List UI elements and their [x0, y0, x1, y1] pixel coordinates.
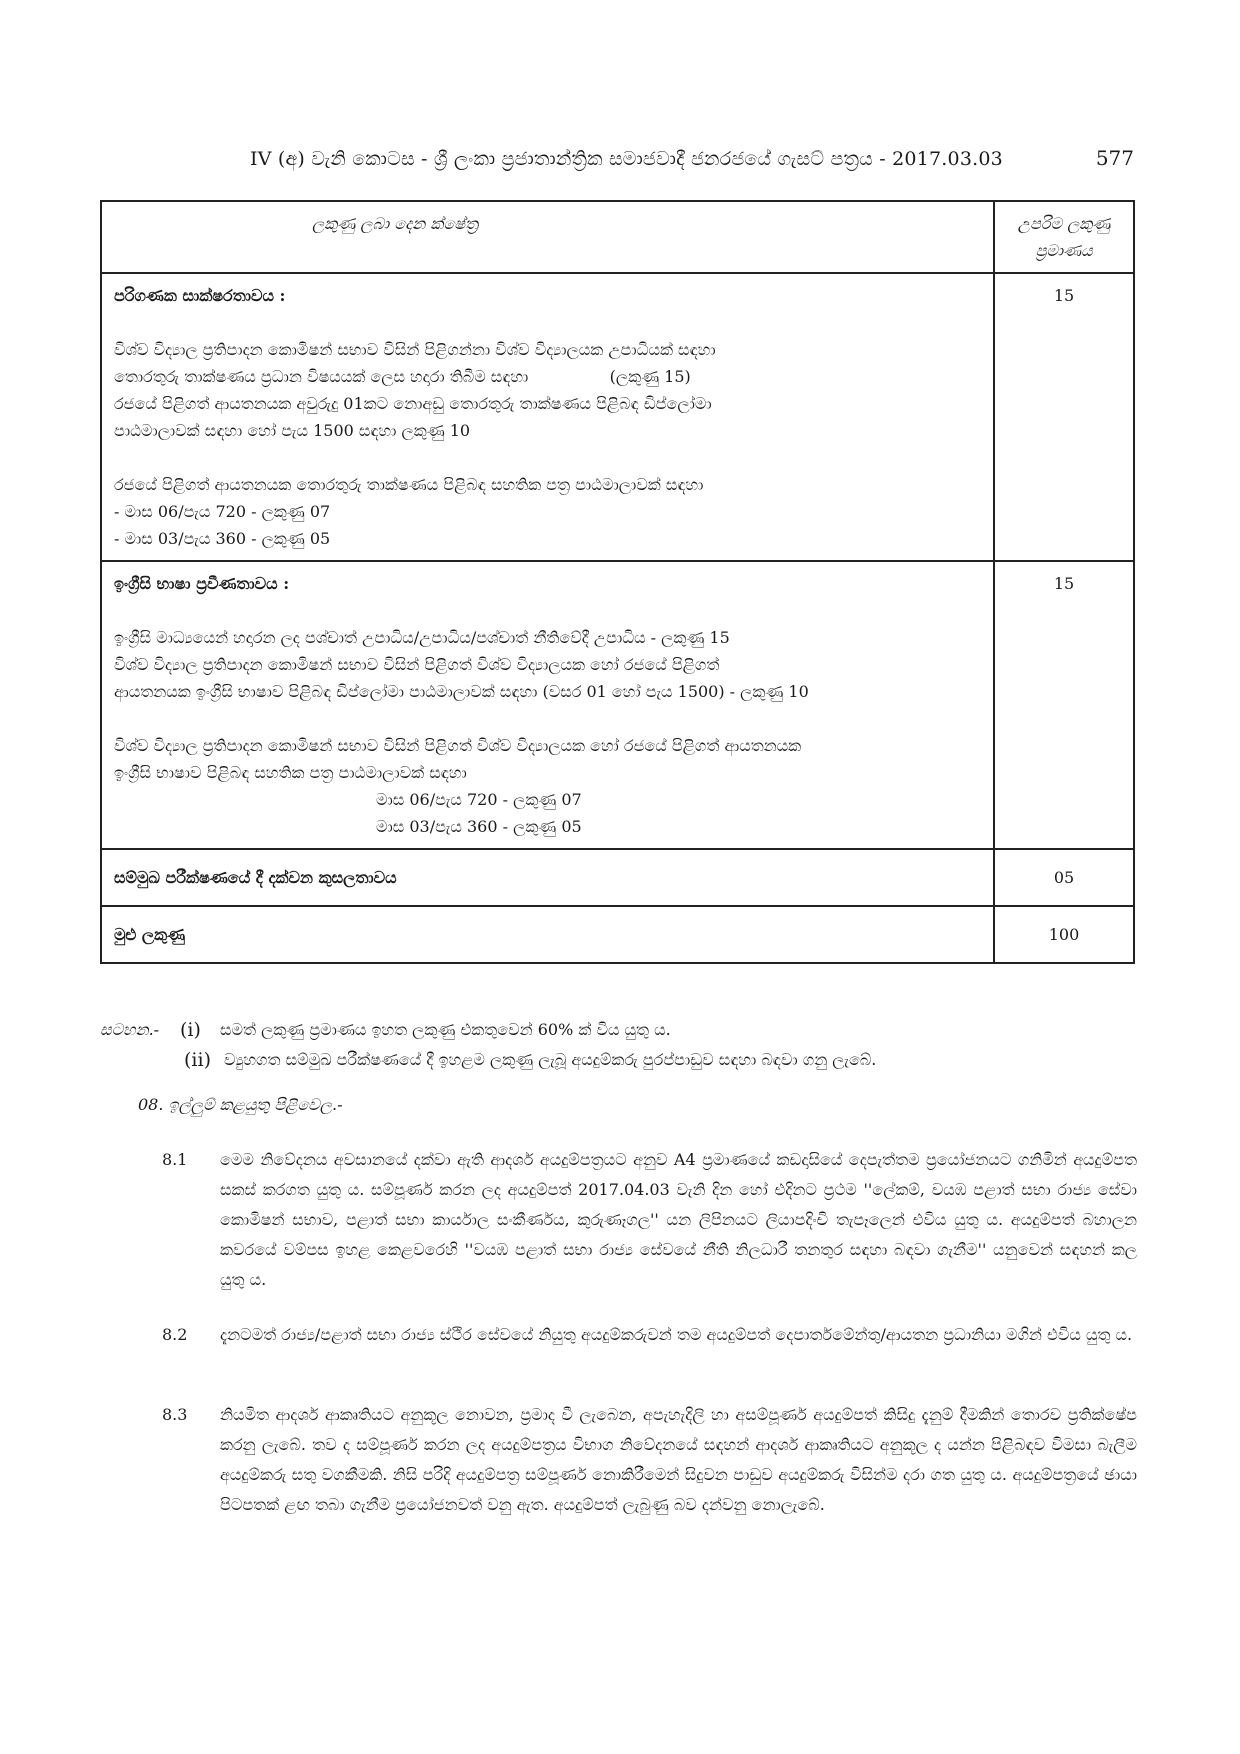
table-header-row [101, 201, 1134, 273]
row-marks: 100 [994, 906, 1134, 963]
paragraph-8-2 [162, 1320, 1137, 1350]
note-number: (ii) [184, 1049, 211, 1071]
table-row [101, 273, 1134, 561]
row-line: රජයේ පිළිගත් ආයතනයක අවුරුදු 01කට නොඅඩු තොරතුරු තාක්ෂණය පිළිබඳ ඩිප්ලෝමා [114, 394, 712, 413]
section-heading [138, 1095, 343, 1115]
computer-literacy-cell [101, 273, 994, 561]
paragraph-number: 8.1 [162, 1150, 188, 1169]
paragraph-8-1 [162, 1145, 1137, 1295]
marks-table [100, 200, 1135, 964]
header-max-marks-line2: ප්‍රමාණය [1035, 241, 1093, 260]
table-row [101, 561, 1134, 849]
header-max-marks-line1: උපරිම ලකුණු [1017, 214, 1111, 233]
notes-label: සටහන.- [100, 1020, 160, 1039]
row-line: ඉංග්‍රීසි භාෂාව පිළිබඳ සහතික පත්‍ර පාඨමාලාවක් සඳහා [114, 763, 467, 782]
row-marks: 15 [994, 561, 1134, 849]
gazette-header-title: IV (අ) වැනි කොටස - ශ්‍රී ලංකා ප්‍රජාතාන්ත්‍රික සමාජවාදී ජනරජයේ ගැසට් පත්‍රය - 2017.03.03 [250, 148, 1003, 170]
note-number: (i) [180, 1019, 201, 1041]
paragraph-8-3 [162, 1400, 1137, 1520]
header-max-marks [994, 201, 1134, 273]
notes-block [100, 1015, 1140, 1075]
row-line: ඉංග්‍රීසි මාධ්‍යයෙන් හදාරන ලද පශ්චාත් උපාධිය/උපාධිය/පශ්චාත් නීතිවේදී උපාධිය - ලකුණු 15 [114, 628, 730, 647]
header-marking-area: ලකුණු ලබා දෙන ක්ෂේත්‍ර [101, 201, 994, 273]
row-marks: 05 [994, 849, 1134, 906]
row-line: මාස 06/පැය 720 - ලකුණු 07 [376, 790, 582, 809]
section-number: 08. [138, 1095, 164, 1114]
row-line: පාඨමාලාවක් සඳහා හෝ පැය 1500 සඳහා ලකුණු 10 [114, 421, 471, 440]
row-line: විශ්ව විද්‍යාල ප්‍රතිපාදන කොමිෂන් සභාව විසින් පිළිගත් විශ්ව විද්‍යාලයක හෝ රජයේ පිළිගත් ආයතනයක [114, 736, 802, 755]
page-number: 577 [1095, 146, 1134, 170]
row-title: ඉංග්‍රීසි භාෂා ප්‍රවීණතාවය : [114, 574, 290, 593]
paragraph-text: නියමිත ආදර්ශ ආකෘතියට අනුකූල නොවන, ප්‍රමාද වී ලැබෙන, අපැහැදිලි හා අසම්පූර්ණ අයදුම්පත් කිසිදු දැනුම් දීමකින් තොරව ප්‍රතික්ෂේප කරනු ලැබේ. තව ද සම්පූර්ණ කරන ලද අයදුම්පත්‍රය විභාග නිවේදනයේ සඳහන් ආදර්ශ ආකෘතියට අනුකූල ද යන්න පිළිබඳව විමසා බැලීම අයදුම්කරු සතු වගකීමකි. නිසි පරිදි අයදුම්පත්‍ර සම්පූර්ණ නොකිරීමෙන් සිදුවන පාඩුව අයදුම්කරු විසින්ම දරා ගත යුතු ය. අයදුම්පත්‍රයේ ඡායා පිටපතක් ළඟ තබා ගැනීම ප්‍රයෝජනවත් වනු ඇත. අයදුම්පත් ලැබුණු බව දන්වනු නොලැබේ. [220, 1405, 1137, 1514]
note-item [100, 1015, 1140, 1045]
total-marks-cell: මුළු ලකුණු [101, 906, 994, 963]
row-title: පරිගණක සාක්ෂරතාවය : [114, 286, 286, 305]
section-title: ඉල්ලුම් කළයුතු පිළිවෙල.- [168, 1095, 343, 1114]
row-line: ආයතනයක ඉංග්‍රීසි භාෂාව පිළිබඳ ඩිප්ලෝමා පාඨමාලාවක් සඳහා (වසර 01 හෝ පැය 1500) - ලකුණු 10 [114, 682, 809, 701]
english-proficiency-cell [101, 561, 994, 849]
paragraph-text: දැනටමත් රාජ්‍ය/පළාත් සභා රාජ්‍ය ස්ථිර සේවයේ නියුතු අයදුම්කරුවන් තම අයදුම්පත් දෙපාර්තමේන්තු/ආයතන ප්‍රධානියා මගින් එවිය යුතු ය. [220, 1325, 1133, 1344]
row-line: - මාස 06/පැය 720 - ලකුණු 07 [114, 502, 331, 521]
row-line: මාස 03/පැය 360 - ලකුණු 05 [376, 817, 582, 836]
row-line: - මාස 03/පැය 360 - ලකුණු 05 [114, 529, 331, 548]
row-line: විශ්ව විද්‍යාල ප්‍රතිපාදන කොමිෂන් සභාව විසින් පිළිගන්නා විශ්ව විද්‍යාලයක උපාධියක් සඳහා [114, 340, 716, 359]
row-line: විශ්ව විද්‍යාල ප්‍රතිපාදන කොමිෂන් සභාව විසින් පිළිගත් විශ්ව විද්‍යාලයක හෝ රජයේ පිළිගත් [114, 655, 720, 674]
interview-skill-cell: සම්මුඛ පරීක්ෂණයේ දී දක්වන කුසලතාවය [101, 849, 994, 906]
page-header [250, 148, 1140, 182]
table-row [101, 906, 1134, 963]
row-line: තොරතුරු තාක්ෂණය ප්‍රධාන විෂයයක් ලෙස හදාරා තිබීම සඳහා (ලකුණු 15) [114, 367, 691, 386]
paragraph-number: 8.2 [162, 1325, 188, 1344]
note-text: සමත් ලකුණු ප්‍රමාණය ඉහත ලකුණු එකතුවෙන් 60% ක් විය යුතු ය. [220, 1020, 671, 1039]
row-line: රජයේ පිළිගත් ආයතනයක තොරතුරු තාක්ෂණය පිළිබඳ සහතික පත්‍ර පාඨමාලාවක් සඳහා [114, 475, 704, 494]
note-text: ව්‍යුහගත සම්මුඛ පරීක්ෂණයේ දී ඉහළම ලකුණු ලැබූ අයදුම්කරු පුරප්පාඩුව සඳහා බඳවා ගනු ලැබේ. [224, 1050, 877, 1069]
paragraph-text: මෙම නිවේදනය අවසානයේ දක්වා ඇති ආදර්ශ අයදුම්පත්‍රයට අනුව A4 ප්‍රමාණයේ කඩදාසියේ දෙපැත්තම ප්‍රයෝජනයට ගනිමින් අයදුම්පත සකස් කරගත යුතු ය. සම්පූර්ණ කරන ලද අයදුම්පත් 2017.04.03 වැනි දින හෝ එදිනට ප්‍රථම ''ලේකම්, වයඹ පළාත් සභා රාජ්‍ය සේවා කොමිෂන් සභාව, පළාත් සභා කාර්යාල සංකීර්ණය, කුරුණෑගල'' යන ලිපිනයට ලියාපදිංචි තැපෑලෙන් එවිය යුතු ය. අයදුම්පත් බහාලන කවරයේ වම්පස ඉහළ කෙළවරෙහි ''වයඹ පළාත් සභා රාජ්‍ය සේවයේ නීති නිලධාරී තනතුර සඳහා බඳවා ගැනීම'' යනුවෙන් සඳහන් කල යුතු ය. [220, 1150, 1137, 1289]
note-item [100, 1045, 1140, 1075]
paragraph-number: 8.3 [162, 1405, 188, 1424]
row-marks: 15 [994, 273, 1134, 561]
table-row [101, 849, 1134, 906]
